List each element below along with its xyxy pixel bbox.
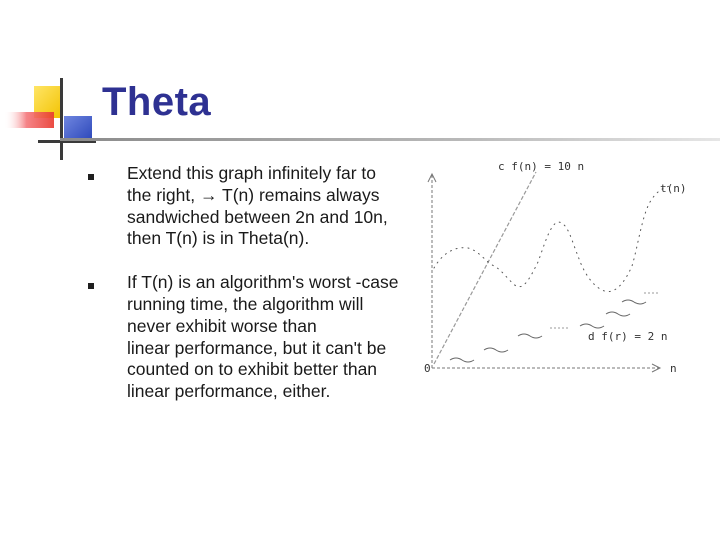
square-bullet-icon <box>88 283 94 289</box>
t-n-curve <box>434 186 670 292</box>
upper-bound-line <box>434 172 536 364</box>
t-n-label: t(n) <box>660 182 687 195</box>
x-axis-label: n <box>670 362 677 375</box>
bullet-item <box>86 163 416 250</box>
theta-bound-graph <box>420 150 692 380</box>
bullet-text: Extend this graph infinitely far to the right, → T(n) remains always sandwiched between 2n and 10n, then T(n) is in Theta(n). <box>127 163 388 249</box>
title-divider <box>60 138 720 141</box>
slide-title: Theta <box>102 80 212 124</box>
upper-bound-label: c f(n) = 10 n <box>498 160 585 173</box>
bullet-list <box>86 163 416 425</box>
bullet-text: If T(n) is an algorithm's worst -case running time, the algorithm will never exhibit worse than linear performance, but it can't be counted on to exhibit better than linear performance, either. <box>127 272 399 402</box>
origin-label: 0 <box>424 362 431 375</box>
square-bullet-icon <box>88 174 94 180</box>
decorative-logo <box>0 0 110 170</box>
lower-bound-label: d f(r) = 2 n <box>588 330 668 343</box>
bullet-item <box>86 272 416 403</box>
